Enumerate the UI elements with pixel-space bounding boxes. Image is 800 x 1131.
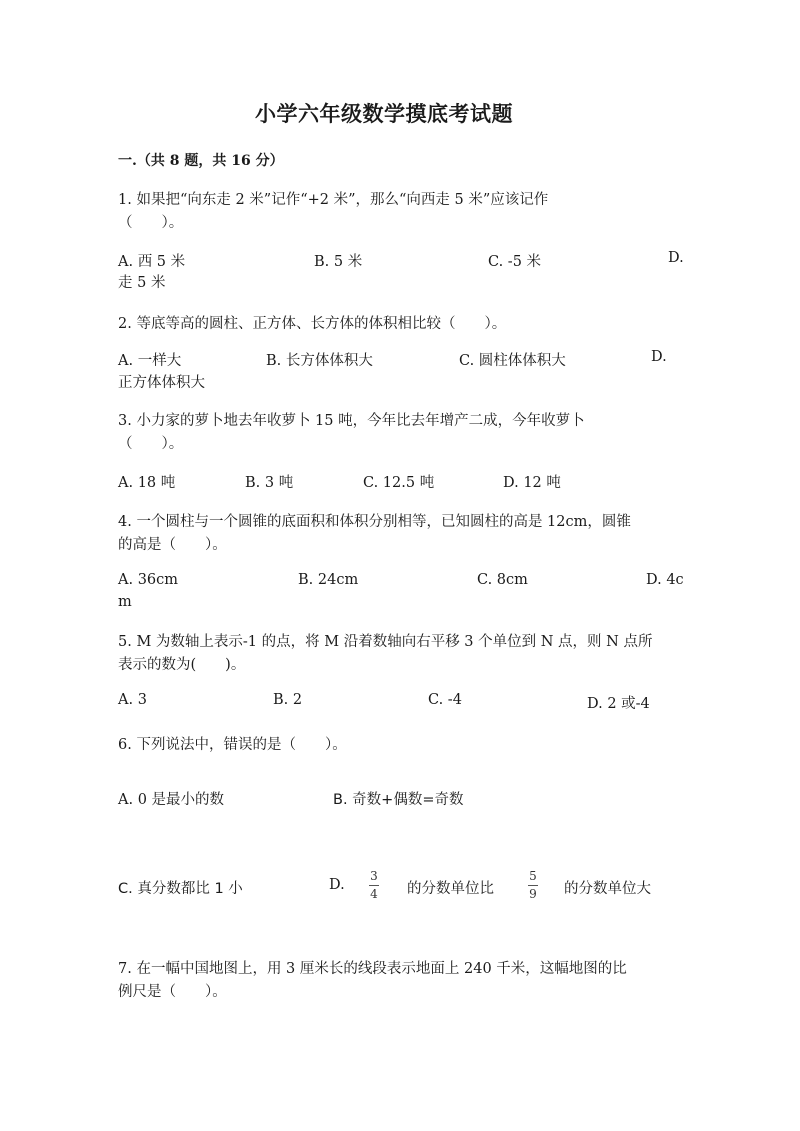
question-2-option-d: D. xyxy=(651,349,667,365)
question-6-option-a: A. 0 是最小的数 xyxy=(118,792,225,808)
question-5-option-b: B. 2 xyxy=(273,692,303,708)
question-1-text-cont: （ ）。 xyxy=(118,215,184,231)
question-3-text: 3. 小力家的萝卜地去年收萝卜 15 吨，今年比去年增产二成，今年收萝卜 xyxy=(118,413,585,429)
question-2-option-d-wrap: 正方体体积大 xyxy=(118,375,205,391)
fraction-1-numerator: 3 xyxy=(370,869,378,883)
question-4-text-cont: 的高是（ ）。 xyxy=(118,537,227,553)
question-3-option-d: D. 12 吨 xyxy=(503,475,561,491)
question-4-option-d: D. 4c xyxy=(646,572,684,588)
question-3-option-a: A. 18 吨 xyxy=(118,475,176,491)
question-6-option-c: C. 真分数都比 1 小 xyxy=(118,881,243,897)
question-5-text-cont: 表示的数为( )。 xyxy=(118,657,246,673)
question-7-text: 7. 在一幅中国地图上，用 3 厘米长的线段表示地面上 240 千米，这幅地图的比 xyxy=(118,961,627,977)
page-title: 小学六年级数学摸底考试题 xyxy=(255,101,513,126)
question-5-option-a: A. 3 xyxy=(118,692,147,708)
question-4-option-a: A. 36cm xyxy=(118,572,179,588)
question-3-option-b: B. 3 吨 xyxy=(245,475,294,491)
question-1-option-d-wrap: 走 5 米 xyxy=(118,275,166,291)
question-6-option-b: B. 奇数+偶数=奇数 xyxy=(333,792,464,808)
question-1-option-a: A. 西 5 米 xyxy=(118,254,186,270)
question-1-option-c: C. -5 米 xyxy=(488,254,542,270)
question-4-text: 4. 一个圆柱与一个圆锥的底面积和体积分别相等，已知圆柱的高是 12cm，圆锥 xyxy=(118,514,631,530)
question-4-option-c: C. 8cm xyxy=(477,572,528,588)
fraction-1-bar xyxy=(369,885,379,886)
fraction-1-denominator: 4 xyxy=(370,887,378,902)
fraction-2-numerator: 5 xyxy=(529,869,537,883)
question-2-option-b: B. 长方体体积大 xyxy=(266,353,373,369)
question-6-text: 6. 下列说法中，错误的是（ ）。 xyxy=(118,737,347,753)
question-6-option-d-text-1: 的分数单位比 xyxy=(407,881,494,897)
fraction-2-denominator: 9 xyxy=(529,887,537,902)
question-5-option-c: C. -4 xyxy=(428,692,462,708)
question-4-option-d-wrap: m xyxy=(118,594,132,610)
question-2-option-c: C. 圆柱体体积大 xyxy=(459,353,566,369)
question-6-fraction-2 xyxy=(528,870,538,901)
question-7-text-cont: 例尺是（ ）。 xyxy=(118,984,227,1000)
question-4-option-b: B. 24cm xyxy=(298,572,359,588)
section-heading: 一.（共 8 题，共 16 分） xyxy=(118,153,284,169)
question-6-option-d-text-2: 的分数单位大 xyxy=(564,881,651,897)
question-5-option-d: D. 2 或-4 xyxy=(587,696,650,712)
question-1-option-b: B. 5 米 xyxy=(314,254,363,270)
question-1-option-d: D. xyxy=(668,250,684,266)
question-2-option-a: A. 一样大 xyxy=(118,353,182,369)
question-6-option-d: D. xyxy=(329,877,345,893)
question-5-text: 5. M 为数轴上表示-1 的点，将 M 沿着数轴向右平移 3 个单位到 N 点，则 N 点所 xyxy=(118,634,653,650)
question-3-option-c: C. 12.5 吨 xyxy=(363,475,435,491)
question-1-text: 1. 如果把“向东走 2 米”记作“+2 米”，那么“向西走 5 米”应该记作 xyxy=(118,192,549,208)
question-2-text: 2. 等底等高的圆柱、正方体、长方体的体积相比较（ ）。 xyxy=(118,316,507,332)
fraction-2-bar xyxy=(528,885,538,886)
question-6-fraction-1 xyxy=(369,870,379,901)
question-3-text-cont: （ ）。 xyxy=(118,436,184,452)
